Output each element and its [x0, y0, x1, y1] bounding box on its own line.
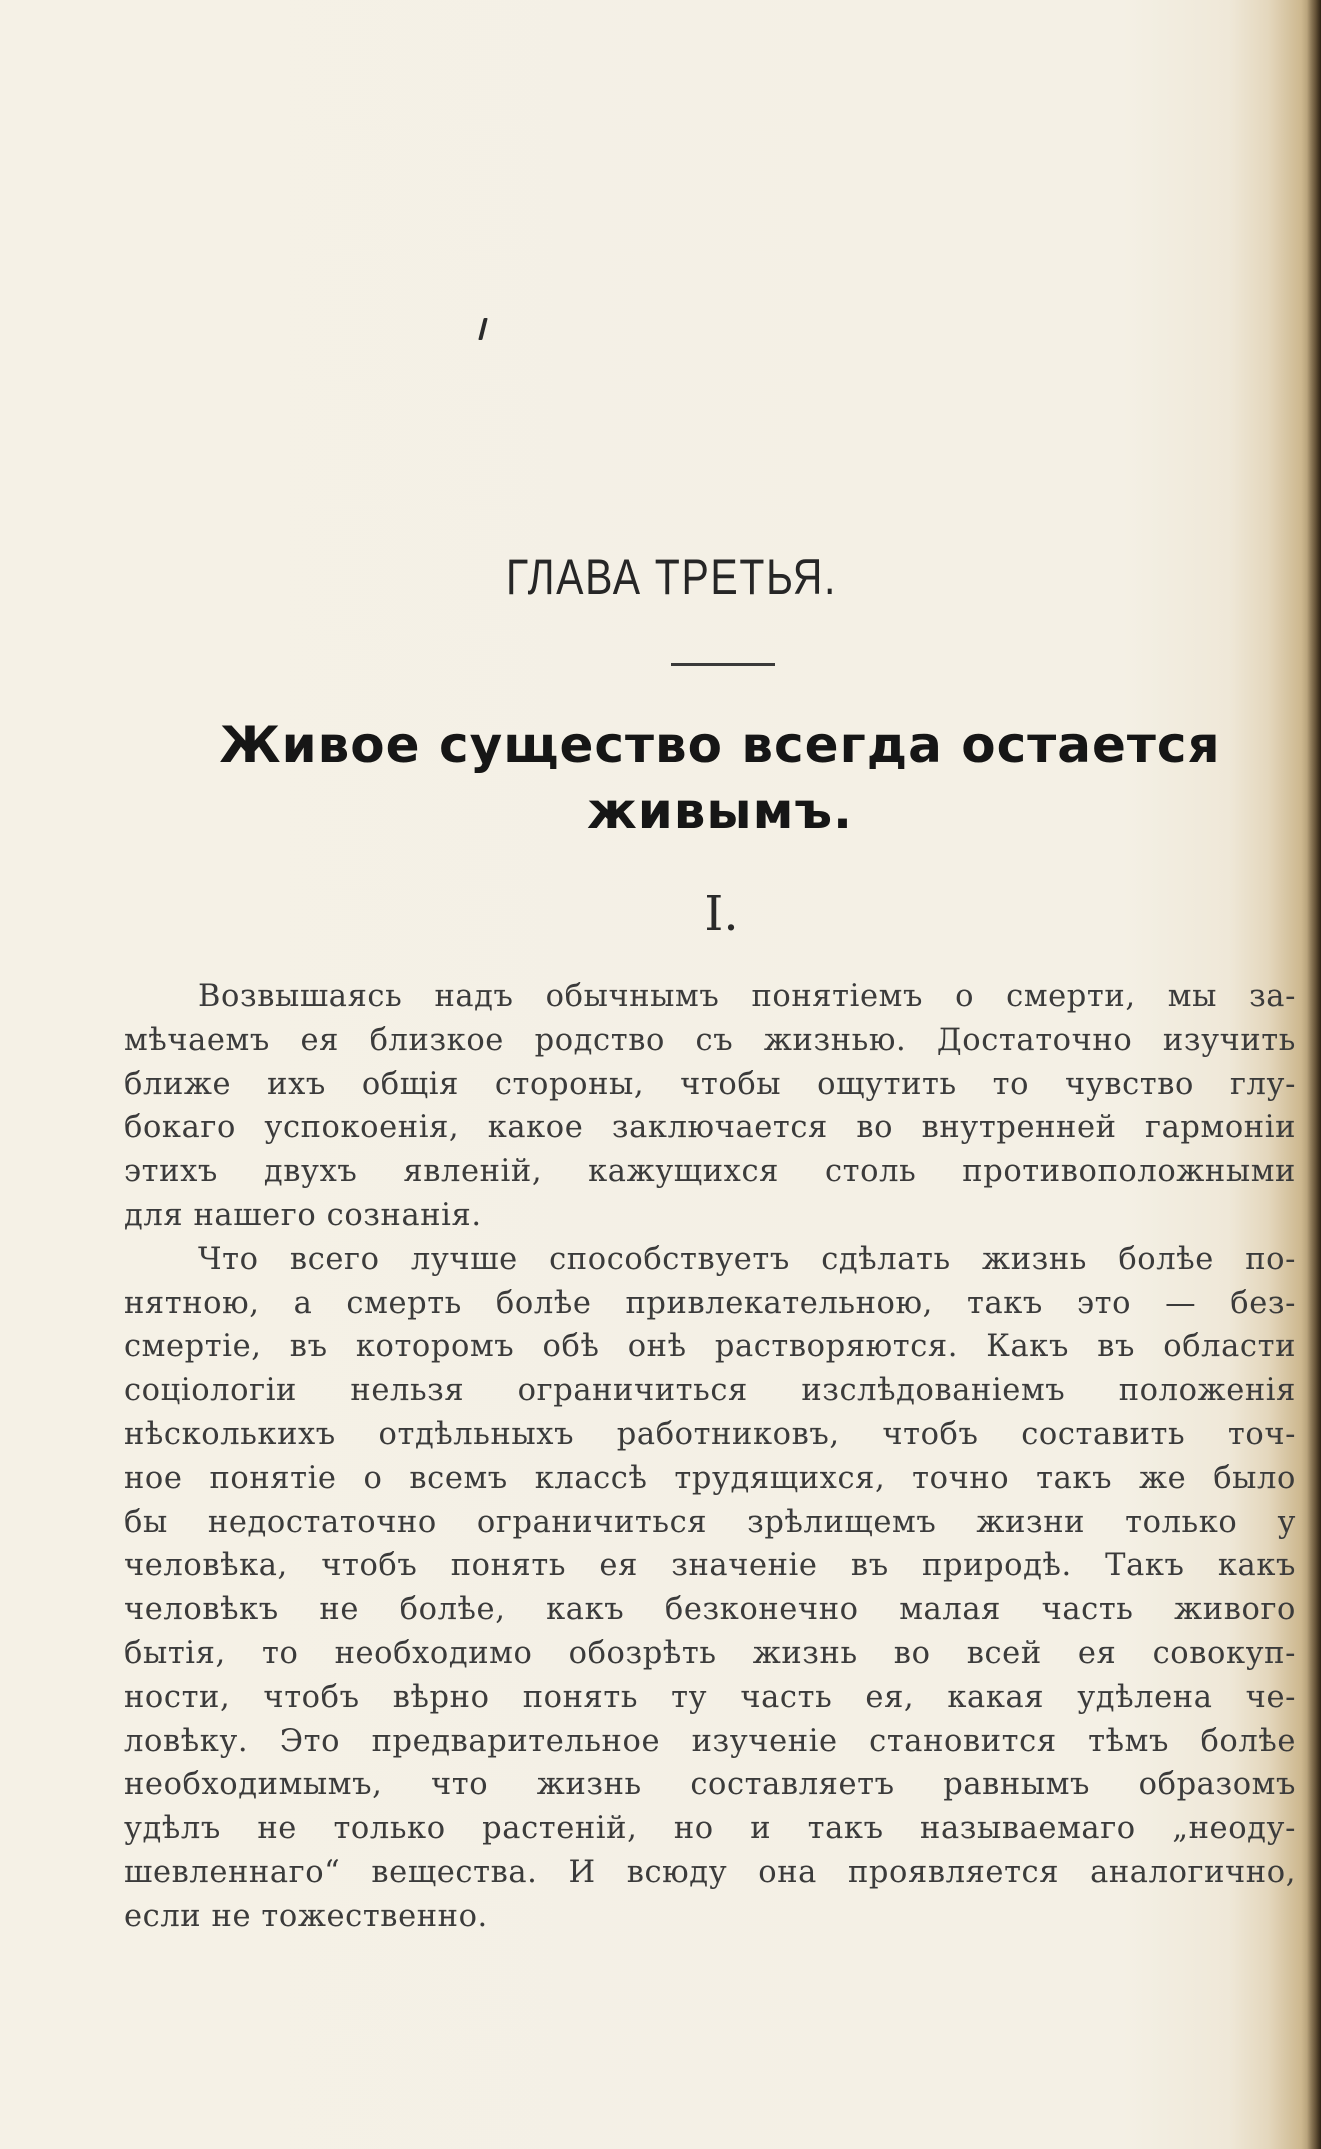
chapter-divider [671, 663, 775, 666]
text-line: удѣлъ не только растеній, но и такъ называемаго „неоду- [124, 1811, 1296, 1847]
text-line: мѣчаемъ ея близкое родство съ жизнью. Достаточно изучить [124, 1022, 1296, 1058]
page-edge-shadow [1307, 0, 1321, 2149]
text-line: бокаго успокоенія, какое заключается во внутренней гармоніи [124, 1110, 1296, 1146]
text-line: человѣка, чтобъ понять ея значеніе въ природѣ. Такъ какъ [124, 1548, 1296, 1584]
text-line: этихъ двухъ явленій, кажущихся столь противоположными [124, 1154, 1296, 1190]
chapter-heading-line-1: Живое существо всегда остается [219, 716, 1221, 774]
text-line: для нашего сознанія. [124, 1197, 482, 1233]
chapter-heading [140, 712, 1300, 844]
stray-ink-mark [478, 318, 487, 340]
text-line: человѣкъ не болѣе, какъ безконечно малая часть живого [124, 1592, 1296, 1628]
paragraph-2 [124, 1238, 1296, 1939]
text-line: ное понятіе о всемъ классѣ трудящихся, точно такъ же было [124, 1460, 1296, 1496]
text-line: смертіе, въ которомъ обѣ онѣ растворяются. Какъ въ области [124, 1329, 1296, 1365]
text-line: ловѣку. Это предварительное изученіе становится тѣмъ болѣе [124, 1723, 1296, 1759]
chapter-heading-line-2: живымъ. [586, 782, 854, 840]
text-line: Возвышаясь надъ обычнымъ понятіемъ о смерти, мы за- [198, 979, 1296, 1014]
text-line: необходимымъ, что жизнь составляетъ равнымъ образомъ [124, 1767, 1296, 1803]
paragraph-1 [124, 975, 1296, 1238]
text-line: ности, чтобъ вѣрно понять ту часть ея, какая удѣлена че- [124, 1679, 1296, 1715]
text-line: бы недостаточно ограничиться зрѣлищемъ жизни только у [124, 1504, 1296, 1540]
text-line: соціологіи нельзя ограничиться изслѣдованіемъ положенія [124, 1373, 1296, 1409]
text-line: шевленнаго“ вещества. И всюду она проявляется аналогично, [124, 1854, 1296, 1890]
chapter-title: ГЛАВА ТРЕТЬЯ. [506, 549, 838, 605]
text-line: если не тожественно. [124, 1898, 488, 1934]
section-number: I. [704, 886, 739, 942]
text-line: нятною, а смерть болѣе привлекательною, такъ это — без- [124, 1285, 1296, 1321]
text-line: нѣсколькихъ отдѣльныхъ работниковъ, чтобъ составить точ- [124, 1416, 1296, 1452]
text-line: ближе ихъ общія стороны, чтобы ощутить то чувство глу- [124, 1066, 1296, 1102]
text-line: бытія, то необходимо обозрѣть жизнь во всей ея совокуп- [124, 1635, 1296, 1671]
body-text [124, 975, 1296, 1939]
text-line: Что всего лучше способствуетъ сдѣлать жизнь болѣе по- [198, 1241, 1296, 1277]
